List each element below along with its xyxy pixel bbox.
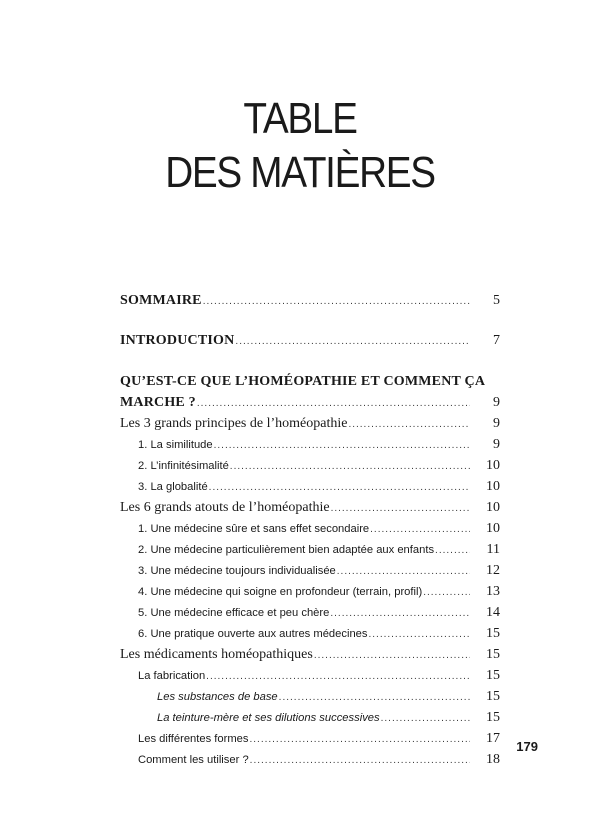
toc-entry[interactable] <box>120 728 500 749</box>
toc-entry-chapter-1[interactable] <box>120 392 500 413</box>
toc-entry-label: Les 3 grands principes de l’homéopathie <box>120 416 348 431</box>
page-number: 179 <box>516 739 538 754</box>
leader-dots <box>235 331 470 352</box>
toc-entry[interactable] <box>120 686 500 707</box>
leader-dots <box>435 540 470 561</box>
leader-dots <box>368 624 470 645</box>
leader-dots <box>331 498 470 519</box>
toc-chapter-heading[interactable] <box>120 371 500 392</box>
toc-entry-label: La fabrication <box>138 670 206 682</box>
toc-entry-label: SOMMAIRE <box>120 293 202 308</box>
leader-dots <box>370 519 470 540</box>
toc-entry[interactable] <box>120 476 500 497</box>
toc-entry-page: 10 <box>486 521 500 536</box>
leader-dots <box>197 393 470 414</box>
toc-entry[interactable] <box>120 434 500 455</box>
toc-entry-page: 17 <box>486 731 500 746</box>
leader-dots <box>214 435 470 456</box>
leader-dots <box>337 561 470 582</box>
toc-entry-page: 13 <box>486 584 500 599</box>
leader-dots <box>249 729 470 750</box>
toc-entry-page: 12 <box>486 563 500 578</box>
toc-entry-page: 5 <box>493 293 500 308</box>
toc-entry-label: 3. La globalité <box>138 481 208 493</box>
toc-entry[interactable] <box>120 644 500 665</box>
toc-entry-label: Comment les utiliser ? <box>138 754 249 766</box>
toc-entry[interactable] <box>120 518 500 539</box>
page-title <box>36 92 564 200</box>
toc-entry[interactable] <box>120 413 500 434</box>
leader-dots <box>209 477 470 498</box>
leader-dots <box>314 645 470 666</box>
toc-entry[interactable] <box>120 623 500 644</box>
toc-entry-label: Les substances de base <box>157 691 278 703</box>
toc-entry[interactable] <box>120 539 500 560</box>
toc-entry[interactable] <box>120 497 500 518</box>
toc-entry-page: 9 <box>493 395 500 410</box>
toc-entry-label: 5. Une médecine efficace et peu chère <box>138 607 330 619</box>
toc-entry-label: 3. Une médecine toujours individualisée <box>138 565 336 577</box>
toc-entry[interactable] <box>120 455 500 476</box>
page-title-line-2: DES MATIÈRES <box>165 148 435 197</box>
toc-entry-page: 15 <box>486 668 500 683</box>
toc-entry-label: 6. Une pratique ouverte aux autres médecines <box>138 628 368 640</box>
leader-dots <box>230 456 470 477</box>
toc-entry-label: 4. Une médecine qui soigne en profondeur (terrain, profil) <box>138 586 423 598</box>
toc-entry-page: 9 <box>493 416 500 431</box>
leader-dots <box>250 750 470 771</box>
toc-entry-introduction[interactable] <box>120 330 500 351</box>
toc-entry-label: 2. L’infinitésimalité <box>138 460 229 472</box>
toc-entry-label: Les 6 grands atouts de l’homéopathie <box>120 500 330 515</box>
toc-entry-page: 18 <box>486 752 500 767</box>
toc-entry-page: 7 <box>493 333 500 348</box>
leader-dots <box>330 603 470 624</box>
leader-dots <box>423 582 470 603</box>
toc-chapter-heading-line-1: QU’EST-CE QUE L’HOMÉOPATHIE ET COMMENT ÇA <box>120 374 486 389</box>
toc-entry-page: 14 <box>486 605 500 620</box>
leader-dots <box>348 414 470 435</box>
toc-entry-label: La teinture-mère et ses dilutions successives <box>157 712 380 724</box>
toc-entry-page: 10 <box>486 479 500 494</box>
toc-entry-label: 1. La similitude <box>138 439 213 451</box>
toc-entry-label: Les médicaments homéopathiques <box>120 647 313 662</box>
toc-entry-label: Les différentes formes <box>138 733 249 745</box>
toc-entry-label: 1. Une médecine sûre et sans effet secondaire <box>138 523 370 535</box>
toc-entry-label: 2. Une médecine particulièrement bien adaptée aux enfants <box>138 544 435 556</box>
toc-entry[interactable] <box>120 665 500 686</box>
toc-entry-page: 15 <box>486 647 500 662</box>
page-title-line-1: TABLE <box>243 94 357 143</box>
toc-entry-page: 9 <box>493 437 500 452</box>
leader-dots <box>206 666 470 687</box>
leader-dots <box>203 291 470 312</box>
toc-entry-label: INTRODUCTION <box>120 333 235 348</box>
toc-entry-page: 10 <box>486 458 500 473</box>
leader-dots <box>381 708 470 729</box>
toc-entry[interactable] <box>120 707 500 728</box>
toc-entry-page: 15 <box>486 710 500 725</box>
toc-entry-page: 11 <box>486 542 500 557</box>
toc-entry[interactable] <box>120 749 500 770</box>
toc-entry[interactable] <box>120 560 500 581</box>
toc-entry-page: 15 <box>486 626 500 641</box>
toc-entry-page: 10 <box>486 500 500 515</box>
leader-dots <box>279 687 470 708</box>
toc-entry[interactable] <box>120 581 500 602</box>
toc-entry-sommaire[interactable] <box>120 290 500 311</box>
toc-entry-label: MARCHE ? <box>120 395 196 410</box>
toc-entry[interactable] <box>120 602 500 623</box>
toc-entry-page: 15 <box>486 689 500 704</box>
